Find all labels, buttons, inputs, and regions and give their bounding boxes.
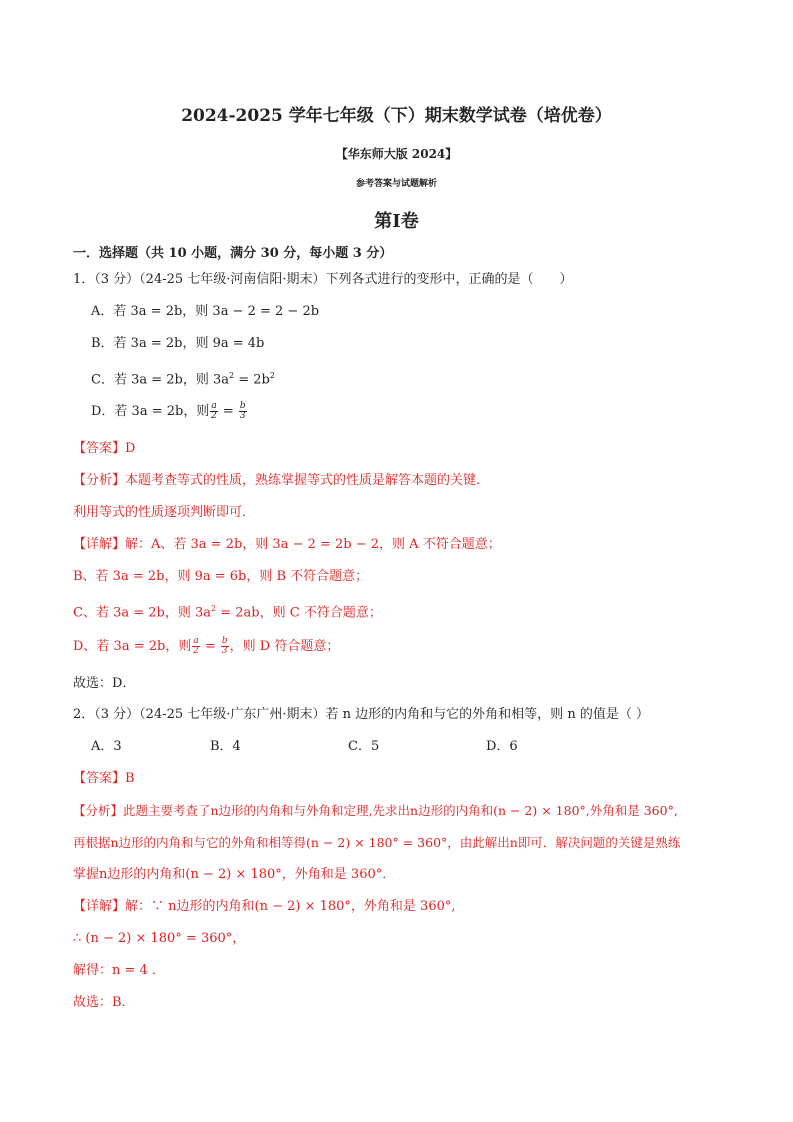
q2-detail-line1: 【详解】解：∵ n边形的内角和(n − 2) × 180°，外角和是 360°, xyxy=(73,899,456,914)
volume-heading: 第I卷 xyxy=(374,211,419,232)
q2-option-c: C．5 xyxy=(348,739,380,754)
q1-option-d-frac-b3: $\frac{b}{3}$ xyxy=(239,401,246,421)
q2-analysis-line2: 再根据n边形的内角和与它的外角和相等得(n − 2) × 180° = 360°，由此解出n即可．解决问题的关键是熟练 xyxy=(73,835,681,850)
q1-detail-line3-exp: 2 xyxy=(211,604,217,613)
q2-option-b: B．4 xyxy=(210,739,241,754)
q1-detail-frac-b3: $\frac{b}{3}$ xyxy=(221,636,228,656)
q2-answer: 【答案】B xyxy=(73,771,135,786)
q1-analysis-line2: 利用等式的性质逐项判断即可． xyxy=(73,505,256,520)
q1-option-c-exp2: 2 xyxy=(269,371,275,380)
q1-option-c-exp1: 2 xyxy=(229,371,235,380)
q1-answer: 【答案】D xyxy=(73,441,136,456)
q2-detail-line2: ∴ (n − 2) × 180° = 360°， xyxy=(73,931,246,946)
q1-option-c-text: C．若 3a = 2b，则 3a xyxy=(91,372,230,388)
q1-detail-line3 xyxy=(73,600,382,622)
exam-title: 2024-2025 学年七年级（下）期末数学试卷（培优卷） xyxy=(181,106,612,126)
q1-detail-line2: B、若 3a = 2b，则 9a = 6b，则 B 不符合题意； xyxy=(73,569,369,584)
q1-option-a: A．若 3a = 2b，则 3a − 2 = 2 − 2b xyxy=(91,304,320,319)
q2-analysis-line3: 掌握n边形的内角和(n − 2) × 180°，外角和是 360°． xyxy=(73,867,396,882)
q1-option-d: D．若 3a = 2b，则 $\frac{a}{2}$ = $\frac{b}{3}$ xyxy=(91,401,246,421)
section-heading: 一．选择题（共 10 小题，满分 30 分，每小题 3 分） xyxy=(73,246,393,261)
q1-detail-line1: 【详解】解：A、若 3a = 2b，则 3a − 2 = 2b − 2，则 A 不符合题意； xyxy=(73,537,501,552)
q2-option-a: A．3 xyxy=(91,739,122,754)
q1-option-d-frac-a2: $\frac{a}{2}$ xyxy=(211,401,217,421)
edition-label: 【华东师大版 2024】 xyxy=(335,147,458,161)
q1-detail-line3-text2: = 2ab，则 C 不符合题意； xyxy=(216,605,382,621)
q1-detail-frac-a2: $\frac{a}{2}$ xyxy=(193,636,199,656)
q2-detail-line3: 解得：n = 4 ． xyxy=(73,963,165,978)
q2-option-d: D．6 xyxy=(486,739,518,754)
q1-detail-line4-text: D、若 3a = 2b，则 xyxy=(73,639,192,654)
answer-subtitle: 参考答案与试题解析 xyxy=(355,179,437,189)
q1-analysis-line1: 【分析】本题考查等式的性质，熟练掌握等式的性质是解答本题的关键． xyxy=(73,473,490,488)
q1-detail-line3-text: C、若 3a = 2b，则 3a xyxy=(73,605,212,621)
q1-option-d-text: D．若 3a = 2b，则 xyxy=(91,404,210,419)
q1-option-c xyxy=(91,367,275,389)
q1-stem: 1．（3 分）（24-25 七年级·河南信阳·期末）下列各式进行的变形中，正确的是（ ） xyxy=(73,272,573,287)
q2-choose: 故选：B． xyxy=(73,995,135,1010)
q1-detail-line4-text2: ，则 D 符合题意； xyxy=(229,639,340,654)
q1-choose: 故选：D． xyxy=(73,676,136,691)
q1-option-c-text2: = 2b xyxy=(234,372,270,388)
q1-option-b: B．若 3a = 2b，则 9a = 4b xyxy=(91,336,265,351)
q1-detail-line4: D、若 3a = 2b，则 $\frac{a}{2}$ = $\frac{b}{3}$ ，则 D 符合题意； xyxy=(73,636,340,656)
q2-analysis-line1: 【分析】此题主要考查了n边形的内角和与外角和定理,先求出n边形的内角和(n − 2) × 180°,外角和是 360°, xyxy=(73,803,678,818)
q2-stem: 2．（3 分）（24-25 七年级·广东广州·期末）若 n 边形的内角和与它的外角和相等，则 n 的值是（ ） xyxy=(73,707,649,722)
